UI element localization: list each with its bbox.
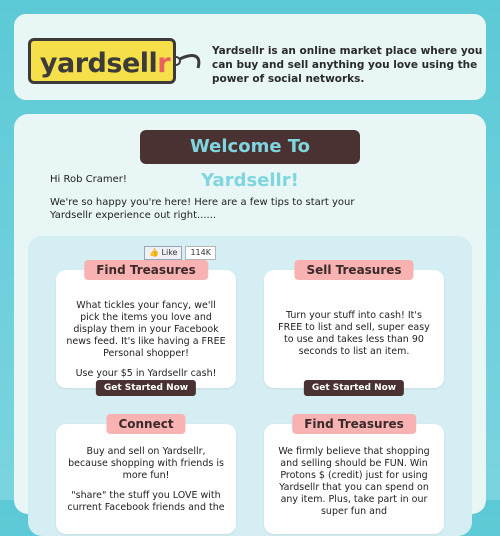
- header: [14, 14, 486, 100]
- get-started-button[interactable]: Get Started Now: [96, 380, 196, 396]
- logo-tag: [28, 38, 176, 84]
- card-text: Buy and sell on Yardsellr, because shopping with friends is more fun!: [68, 446, 224, 481]
- card-body: [274, 310, 434, 366]
- like-button[interactable]: [144, 246, 182, 260]
- logo-text: yardsellr: [39, 48, 171, 79]
- welcome-title: Welcome To Yardsellr!: [140, 130, 360, 164]
- intro-text: We're so happy you're here! Here are a few tips to start your Yardsellr experience out right......: [50, 197, 355, 221]
- card-title: Sell Treasures: [294, 260, 413, 280]
- card-text: What tickles your fancy, we'll pick the items you love and display them in your Facebook news feed. It's like having a FREE Personal shopper!: [66, 300, 226, 359]
- card-find-treasures: [56, 263, 236, 393]
- site-description: Yardsellr is an online market place where you can buy and sell anything you love using the power of social networks.: [212, 45, 483, 85]
- card-title: Find Treasures: [84, 260, 208, 280]
- card-body: [66, 446, 226, 522]
- card-sell-treasures: [264, 263, 444, 393]
- card-body: [274, 446, 434, 526]
- card-connect: [56, 417, 236, 534]
- like-label: Like: [161, 248, 178, 257]
- greeting: Hi Rob Cramer!: [50, 174, 127, 185]
- card-text: Use your $5 in Yardsellr cash!: [75, 368, 217, 379]
- card-text: Turn your stuff into cash! It's FREE to list and sell, super easy to use and takes less than 90 seconds to list an item.: [278, 310, 430, 357]
- thumbs-up-icon: 👍: [149, 248, 159, 257]
- like-count: 114K: [185, 246, 216, 260]
- card-title: Find Treasures: [292, 414, 416, 434]
- main-panel: [14, 114, 486, 517]
- logo-accent-letter: r: [157, 48, 171, 79]
- card-title: Connect: [106, 414, 185, 434]
- yardsellr-logo[interactable]: [26, 24, 206, 90]
- card-body: [66, 300, 226, 388]
- card-text: We firmly believe that shopping and selling should be FUN. Win Protons $ (credit) just for using Yardsellr that you can spend on any item. Plus, take part in our super fun and: [278, 446, 430, 517]
- get-started-button[interactable]: Get Started Now: [304, 380, 404, 396]
- card-find-treasures-2: [264, 417, 444, 534]
- card-text: "share" the stuff you LOVE with current Facebook friends and the: [67, 490, 225, 513]
- facebook-like[interactable]: [144, 246, 216, 260]
